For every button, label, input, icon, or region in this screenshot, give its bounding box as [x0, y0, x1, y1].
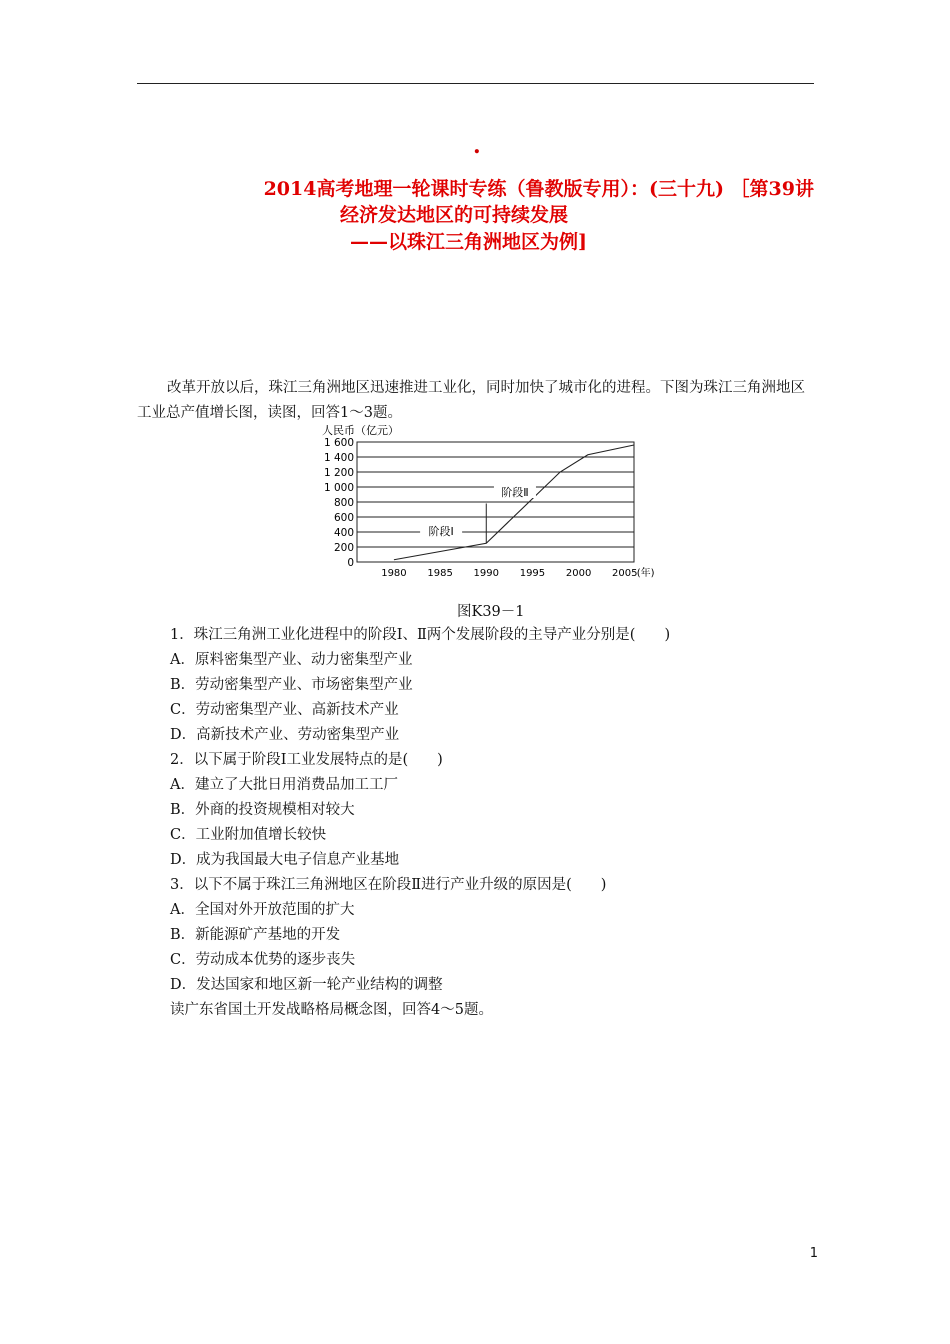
- y-tick-label: 200: [333, 542, 354, 554]
- title-dot: .: [473, 133, 481, 159]
- stage-annotation: 阶段Ⅱ: [501, 486, 529, 499]
- answer-option: B．新能源矿产基地的开发: [170, 927, 341, 943]
- answer-option: A．建立了大批日用消费品加工工厂: [170, 777, 398, 793]
- x-axis-label: (年): [636, 568, 655, 579]
- y-tick-label: 600: [333, 512, 354, 524]
- answer-option: B．劳动密集型产业、市场密集型产业: [170, 677, 413, 693]
- header-rule: [137, 83, 814, 84]
- x-tick-label: 1990: [473, 568, 499, 579]
- y-tick-label: 1 600: [323, 437, 354, 449]
- y-tick-label: 1 000: [323, 482, 354, 494]
- x-tick-label: 2005: [612, 568, 638, 579]
- answer-option: D．发达国家和地区新一轮产业结构的调整: [170, 977, 443, 993]
- x-tick-label: 1995: [519, 568, 546, 579]
- answer-option: A．全国对外开放范围的扩大: [170, 902, 355, 918]
- answer-option: B．外商的投资规模相对较大: [170, 802, 355, 818]
- industrial-output-chart: [316, 420, 676, 580]
- title-line-3: ——以珠江三角洲地区为例]: [350, 231, 587, 253]
- stage-annotation: 阶段Ⅰ: [428, 525, 454, 538]
- page-number: 1: [809, 1246, 818, 1261]
- y-tick-label: 1 200: [323, 467, 354, 479]
- title-line-2: 经济发达地区的可持续发展: [340, 204, 569, 226]
- x-tick-label: 1985: [427, 568, 453, 579]
- y-tick-label: 1 400: [323, 452, 354, 464]
- answer-option: C．工业附加值增长较快: [170, 827, 327, 843]
- x-tick-label: 1980: [381, 568, 407, 579]
- answer-option: C．劳动成本优势的逐步丧失: [170, 952, 356, 968]
- title-line-1: 2014高考地理一轮课时专练（鲁教版专用）：(三十九) ［第39讲: [263, 178, 814, 200]
- figure-caption: 图K39－1: [457, 604, 525, 620]
- answer-option: D．高新技术产业、劳动密集型产业: [170, 727, 400, 743]
- answer-option: C．劳动密集型产业、高新技术产业: [170, 702, 399, 718]
- question-instruction: 读广东省国土开发战略格局概念图，回答4～5题。: [170, 1002, 493, 1018]
- y-tick-label: 0: [347, 557, 354, 569]
- answer-option: D．成为我国最大电子信息产业基地: [170, 852, 400, 868]
- answer-option: A．原料密集型产业、动力密集型产业: [170, 652, 413, 668]
- y-axis-label: 人民币（亿元）: [322, 424, 399, 437]
- y-tick-label: 800: [333, 497, 354, 509]
- question-stem: 2．以下属于阶段Ⅰ工业发展特点的是( ): [170, 752, 443, 768]
- question-list: [170, 623, 670, 1023]
- y-tick-label: 400: [333, 527, 354, 539]
- intro-paragraph: 改革开放以后，珠江三角洲地区迅速推进工业化，同时加快了城市化的进程。下图为珠江三角洲地区工业总产值增长图，读图，回答1～3题。: [137, 380, 805, 421]
- x-tick-label: 2000: [565, 568, 592, 579]
- question-stem: 3．以下不属于珠江三角洲地区在阶段Ⅱ进行产业升级的原因是( ): [170, 877, 607, 893]
- question-stem: 1．珠江三角洲工业化进程中的阶段Ⅰ、Ⅱ两个发展阶段的主导产业分别是( ): [170, 627, 671, 643]
